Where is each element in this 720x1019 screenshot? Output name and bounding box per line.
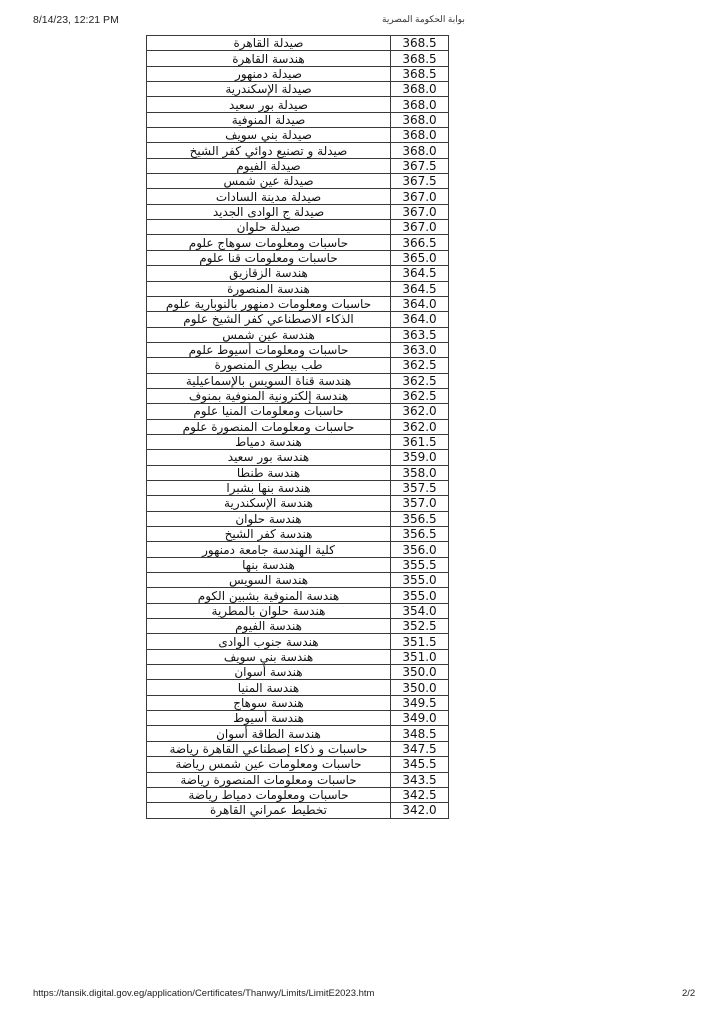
- min-score-cell: 363.0: [391, 342, 449, 357]
- faculty-name-cell: هندسة جنوب الوادى: [147, 634, 391, 649]
- min-score-cell: 355.0: [391, 573, 449, 588]
- faculty-name-cell: هندسة المنيا: [147, 680, 391, 695]
- table-row: [147, 450, 449, 465]
- faculty-name-cell: هندسة السويس: [147, 573, 391, 588]
- table-row: [147, 465, 449, 480]
- table-row: [147, 373, 449, 388]
- min-score-cell: 356.0: [391, 542, 449, 557]
- min-score-cell: 355.5: [391, 557, 449, 572]
- table-row: [147, 634, 449, 649]
- faculty-name-cell: صيدلة مدينة السادات: [147, 189, 391, 204]
- table-row: [147, 557, 449, 572]
- admission-limits-table: [146, 35, 449, 819]
- min-score-cell: 362.5: [391, 373, 449, 388]
- min-score-cell: 357.5: [391, 480, 449, 495]
- faculty-name-cell: هندسة الزقازيق: [147, 266, 391, 281]
- print-date-time: 8/14/23, 12:21 PM: [33, 14, 119, 26]
- min-score-cell: 368.0: [391, 143, 449, 158]
- faculty-name-cell: حاسبات ومعلومات أسيوط علوم: [147, 342, 391, 357]
- faculty-name-cell: حاسبات ومعلومات المنصورة علوم: [147, 419, 391, 434]
- faculty-name-cell: هندسة الفيوم: [147, 619, 391, 634]
- table-row: [147, 619, 449, 634]
- min-score-cell: 349.0: [391, 711, 449, 726]
- site-title: بوابة الحكومة المصرية: [382, 14, 465, 24]
- table-row: [147, 787, 449, 802]
- min-score-cell: 348.5: [391, 726, 449, 741]
- min-score-cell: 366.5: [391, 235, 449, 250]
- min-score-cell: 350.0: [391, 680, 449, 695]
- min-score-cell: 364.0: [391, 296, 449, 311]
- min-score-cell: 342.5: [391, 787, 449, 802]
- faculty-name-cell: هندسة سوهاج: [147, 695, 391, 710]
- faculty-name-cell: حاسبات ومعلومات دمنهور بالنوبارية علوم: [147, 296, 391, 311]
- min-score-cell: 345.5: [391, 757, 449, 772]
- table-row: [147, 434, 449, 449]
- faculty-name-cell: صيدلة المنوفية: [147, 112, 391, 127]
- table-row: [147, 511, 449, 526]
- faculty-name-cell: هندسة حلوان: [147, 511, 391, 526]
- table-row: [147, 803, 449, 818]
- table-row: [147, 588, 449, 603]
- table-row: [147, 312, 449, 327]
- min-score-cell: 367.0: [391, 204, 449, 219]
- table-row: [147, 281, 449, 296]
- table-row: [147, 480, 449, 495]
- min-score-cell: 343.5: [391, 772, 449, 787]
- table-row: [147, 36, 449, 51]
- faculty-name-cell: هندسة الإسكندرية: [147, 496, 391, 511]
- table-row: [147, 82, 449, 97]
- faculty-name-cell: حاسبات و ذكاء إصطناعي القاهرة رياضة: [147, 741, 391, 756]
- min-score-cell: 361.5: [391, 434, 449, 449]
- faculty-name-cell: صيدلة القاهرة: [147, 36, 391, 51]
- table-row: [147, 404, 449, 419]
- min-score-cell: 363.5: [391, 327, 449, 342]
- min-score-cell: 359.0: [391, 450, 449, 465]
- min-score-cell: 362.0: [391, 404, 449, 419]
- min-score-cell: 368.0: [391, 128, 449, 143]
- faculty-name-cell: هندسة قناة السويس بالإسماعيلية: [147, 373, 391, 388]
- min-score-cell: 364.5: [391, 281, 449, 296]
- faculty-name-cell: هندسة المنصورة: [147, 281, 391, 296]
- table-body: [147, 36, 449, 819]
- faculty-name-cell: طب بيطرى المنصورة: [147, 358, 391, 373]
- faculty-name-cell: هندسة بور سعيد: [147, 450, 391, 465]
- table-row: [147, 757, 449, 772]
- table-row: [147, 527, 449, 542]
- min-score-cell: 364.0: [391, 312, 449, 327]
- table-row: [147, 388, 449, 403]
- faculty-name-cell: كلية الهندسة جامعة دمنهور: [147, 542, 391, 557]
- min-score-cell: 362.5: [391, 358, 449, 373]
- table-row: [147, 204, 449, 219]
- min-score-cell: 349.5: [391, 695, 449, 710]
- table-row: [147, 772, 449, 787]
- faculty-name-cell: حاسبات ومعلومات دمياط رياضة: [147, 787, 391, 802]
- table-row: [147, 665, 449, 680]
- table-row: [147, 97, 449, 112]
- min-score-cell: 356.5: [391, 527, 449, 542]
- min-score-cell: 364.5: [391, 266, 449, 281]
- faculty-name-cell: حاسبات ومعلومات قنا علوم: [147, 250, 391, 265]
- table-row: [147, 342, 449, 357]
- faculty-name-cell: صيدلة بني سويف: [147, 128, 391, 143]
- faculty-name-cell: حاسبات ومعلومات سوهاج علوم: [147, 235, 391, 250]
- table-row: [147, 603, 449, 618]
- min-score-cell: 368.0: [391, 97, 449, 112]
- faculty-name-cell: حاسبات ومعلومات المنيا علوم: [147, 404, 391, 419]
- faculty-name-cell: تخطيط عمراني القاهرة: [147, 803, 391, 818]
- min-score-cell: 368.0: [391, 112, 449, 127]
- min-score-cell: 368.5: [391, 66, 449, 81]
- table-row: [147, 358, 449, 373]
- min-score-cell: 368.5: [391, 51, 449, 66]
- table-row: [147, 250, 449, 265]
- table-row: [147, 726, 449, 741]
- table-row: [147, 741, 449, 756]
- table-row: [147, 419, 449, 434]
- table-row: [147, 112, 449, 127]
- min-score-cell: 358.0: [391, 465, 449, 480]
- table-row: [147, 695, 449, 710]
- faculty-name-cell: صيدلة و تصنيع دوائي كفر الشيخ: [147, 143, 391, 158]
- faculty-name-cell: حاسبات ومعلومات عين شمس رياضة: [147, 757, 391, 772]
- faculty-name-cell: هندسة طنطا: [147, 465, 391, 480]
- table-row: [147, 711, 449, 726]
- table-row: [147, 174, 449, 189]
- page-url: https://tansik.digital.gov.eg/application/Certificates/Thanwy/Limits/LimitE2023.htm: [33, 988, 375, 999]
- min-score-cell: 367.5: [391, 174, 449, 189]
- faculty-name-cell: هندسة عين شمس: [147, 327, 391, 342]
- faculty-name-cell: هندسة دمياط: [147, 434, 391, 449]
- min-score-cell: 347.5: [391, 741, 449, 756]
- faculty-name-cell: هندسة أسيوط: [147, 711, 391, 726]
- table-row: [147, 143, 449, 158]
- min-score-cell: 351.5: [391, 634, 449, 649]
- min-score-cell: 350.0: [391, 665, 449, 680]
- table-row: [147, 496, 449, 511]
- table-row: [147, 327, 449, 342]
- faculty-name-cell: هندسة المنوفية بشبين الكوم: [147, 588, 391, 603]
- min-score-cell: 357.0: [391, 496, 449, 511]
- faculty-name-cell: هندسة بني سويف: [147, 649, 391, 664]
- min-score-cell: 368.0: [391, 82, 449, 97]
- page-number: 2/2: [682, 988, 696, 999]
- table-row: [147, 220, 449, 235]
- faculty-name-cell: صيدلة حلوان: [147, 220, 391, 235]
- faculty-name-cell: الذكاء الاصطناعي كفر الشيخ علوم: [147, 312, 391, 327]
- table-row: [147, 51, 449, 66]
- table-row: [147, 66, 449, 81]
- table-row: [147, 158, 449, 173]
- table-row: [147, 235, 449, 250]
- faculty-name-cell: هندسة بنها بشبرا: [147, 480, 391, 495]
- table-row: [147, 266, 449, 281]
- faculty-name-cell: هندسة الطاقة أسوان: [147, 726, 391, 741]
- table-row: [147, 296, 449, 311]
- faculty-name-cell: صيدلة ج الوادى الجديد: [147, 204, 391, 219]
- table-row: [147, 680, 449, 695]
- table-row: [147, 573, 449, 588]
- min-score-cell: 367.0: [391, 189, 449, 204]
- faculty-name-cell: هندسة القاهرة: [147, 51, 391, 66]
- faculty-name-cell: هندسة إلكترونية المنوفية بمنوف: [147, 388, 391, 403]
- min-score-cell: 365.0: [391, 250, 449, 265]
- faculty-name-cell: هندسة حلوان بالمطرية: [147, 603, 391, 618]
- faculty-name-cell: هندسة بنها: [147, 557, 391, 572]
- min-score-cell: 367.5: [391, 158, 449, 173]
- faculty-name-cell: صيدلة عين شمس: [147, 174, 391, 189]
- min-score-cell: 355.0: [391, 588, 449, 603]
- faculty-name-cell: صيدلة بور سعيد: [147, 97, 391, 112]
- min-score-cell: 356.5: [391, 511, 449, 526]
- table-row: [147, 542, 449, 557]
- faculty-name-cell: صيدلة الإسكندرية: [147, 82, 391, 97]
- min-score-cell: 342.0: [391, 803, 449, 818]
- min-score-cell: 352.5: [391, 619, 449, 634]
- faculty-name-cell: صيدلة الفيوم: [147, 158, 391, 173]
- faculty-name-cell: هندسة كفر الشيخ: [147, 527, 391, 542]
- min-score-cell: 351.0: [391, 649, 449, 664]
- table-row: [147, 649, 449, 664]
- min-score-cell: 362.0: [391, 419, 449, 434]
- faculty-name-cell: حاسبات ومعلومات المنصورة رياضة: [147, 772, 391, 787]
- table-row: [147, 128, 449, 143]
- min-score-cell: 367.0: [391, 220, 449, 235]
- min-score-cell: 368.5: [391, 36, 449, 51]
- faculty-name-cell: صيدلة دمنهور: [147, 66, 391, 81]
- min-score-cell: 362.5: [391, 388, 449, 403]
- table-row: [147, 189, 449, 204]
- faculty-name-cell: هندسة أسوان: [147, 665, 391, 680]
- min-score-cell: 354.0: [391, 603, 449, 618]
